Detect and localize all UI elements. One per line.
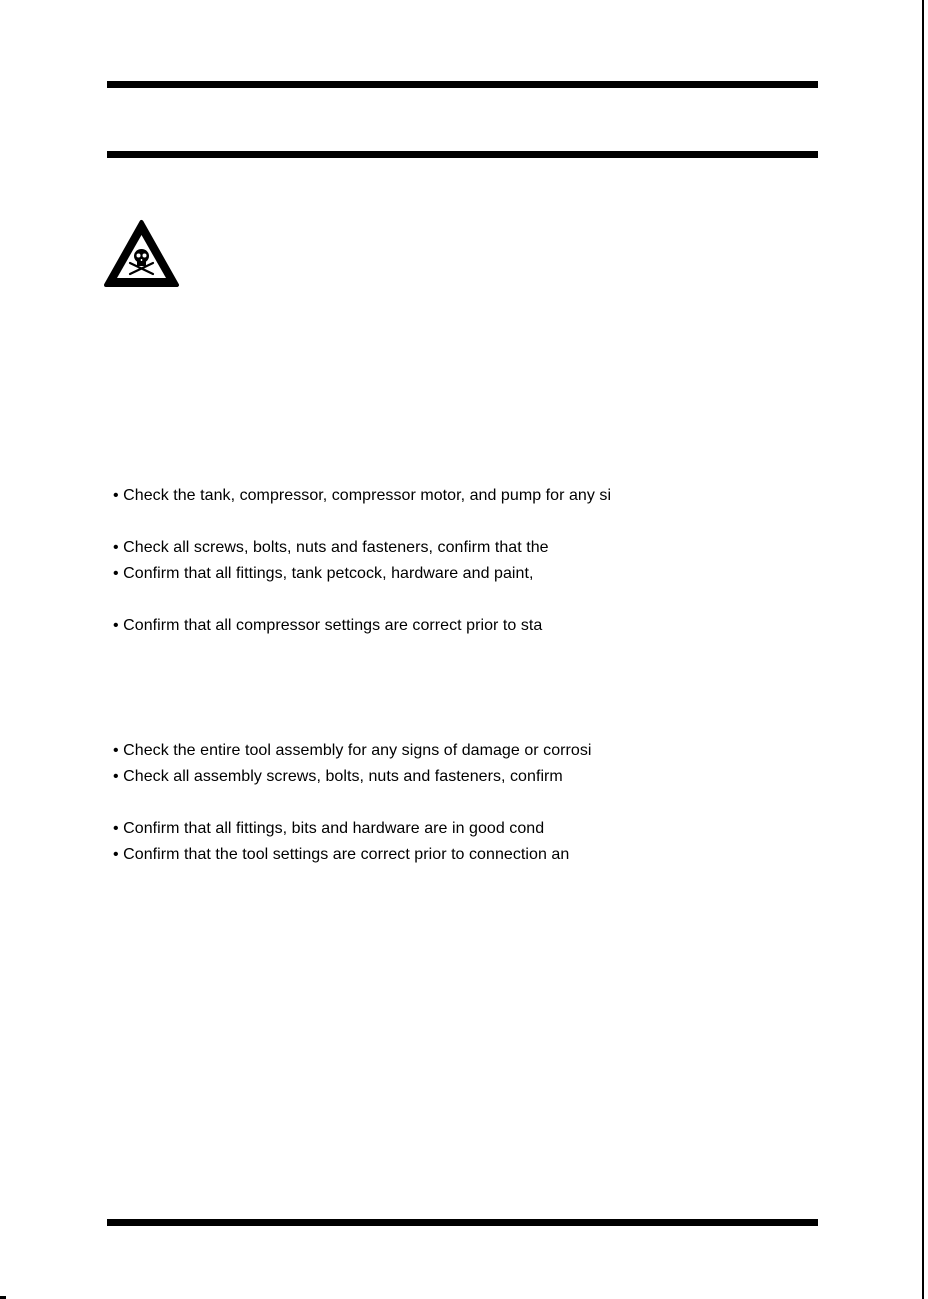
header-rule-top [107,81,818,88]
tool-check-item: • Confirm that the tool settings are correct prior to connection an [113,846,570,863]
tool-check-item: • Confirm that all fittings, bits and hardware are in good cond [113,820,545,837]
compressor-check-item: • Check the tank, compressor, compressor motor, and pump for any si [113,487,612,504]
poison-warning-icon [103,219,180,288]
footer-rule [107,1219,818,1226]
page-right-edge [922,0,924,1299]
tool-check-item: • Check the entire tool assembly for any signs of damage or corrosi [113,742,592,759]
compressor-check-item: • Confirm that all fittings, tank petcock, hardware and paint, [113,565,534,582]
header-rule-bottom [107,151,818,158]
compressor-check-item: • Check all screws, bolts, nuts and fasteners, confirm that the [113,539,549,556]
tool-check-item: • Check all assembly screws, bolts, nuts and fasteners, confirm [113,768,563,785]
compressor-check-item: • Confirm that all compressor settings are correct prior to sta [113,617,543,634]
